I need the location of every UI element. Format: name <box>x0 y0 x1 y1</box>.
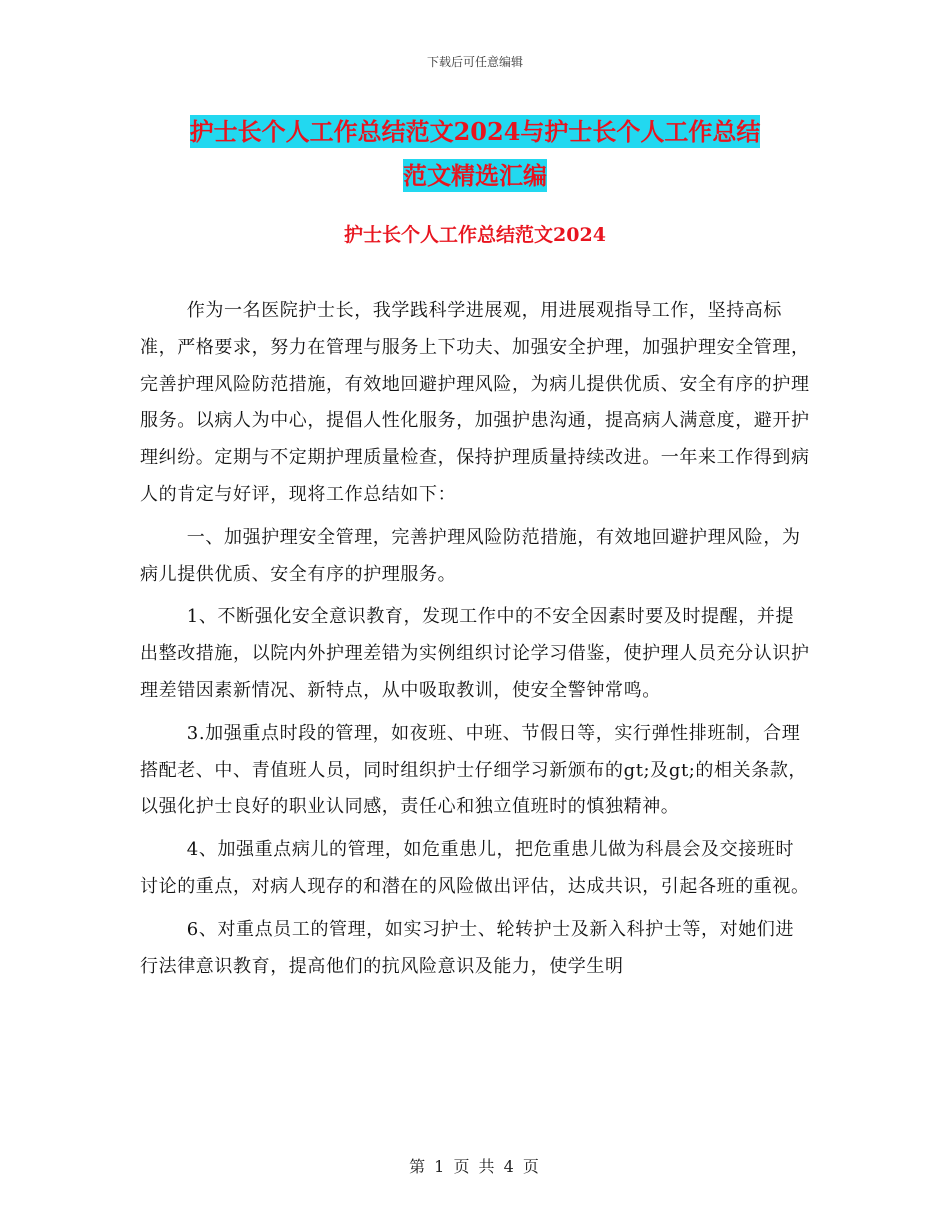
header-note: 下载后可任意编辑 <box>426 55 523 69</box>
section-title: 护士长个人工作总结范文2024 <box>344 224 606 246</box>
paragraph: 一、加强护理安全管理，完善护理风险防范措施，有效地回避护理风险，为病儿提供优质、安全有序的护理服务。 <box>140 526 801 585</box>
page-footer: 第 1 页 共 4 页 <box>409 1157 541 1176</box>
paragraph: 1、不断强化安全意识教育，发现工作中的不安全因素时要及时提醒，并提出整改措施，以院内外护理差错为实例组织讨论学习借鉴，使护理人员充分认识护理差错因素新情况、新特点，从中吸取教训，使安全警钟常鸣。 <box>140 606 810 701</box>
body-text <box>140 293 812 991</box>
paragraph: 作为一名医院护士长，我学践科学进展观，用进展观指导工作，坚持高标准，严格要求，努力在管理与服务上下功夫、加强安全护理，加强护理安全管理，完善护理风险防范措施，有效地回避护理风险，为病儿提供优质、安全有序的护理服务。以病人为中心，提倡人性化服务，加强护患沟通，提高病人满意度，避开护理纠纷。定期与不定期护理质量检查，保持护理质量持续改进。一年来工作得到病人的肯定与好评，现将工作总结如下： <box>140 300 810 505</box>
paragraph: 3.加强重点时段的管理，如夜班、中班、节假日等，实行弹性排班制，合理搭配老、中、青值班人员，同时组织护士仔细学习新颁布的gt;及gt;的相关条款，以强化护士良好的职业认同感，责任心和独立值班时的慎独精神。 <box>140 722 808 818</box>
document-title-line-1: 护士长个人工作总结范文2024与护士长个人工作总结 <box>189 117 761 146</box>
document-title <box>140 110 810 198</box>
document-title-line-2: 范文精选汇编 <box>403 161 547 190</box>
paragraph: 6、对重点员工的管理，如实习护士、轮转护士及新入科护士等，对她们进行法律意识教育，提高他们的抗风险意识及能力，使学生明 <box>140 918 795 977</box>
paragraph: 4、加强重点病儿的管理，如危重患儿，把危重患儿做为科晨会及交接班时讨论的重点，对病人现存的和潜在的风险做出评估，达成共识，引起各班的重视。 <box>140 839 810 897</box>
